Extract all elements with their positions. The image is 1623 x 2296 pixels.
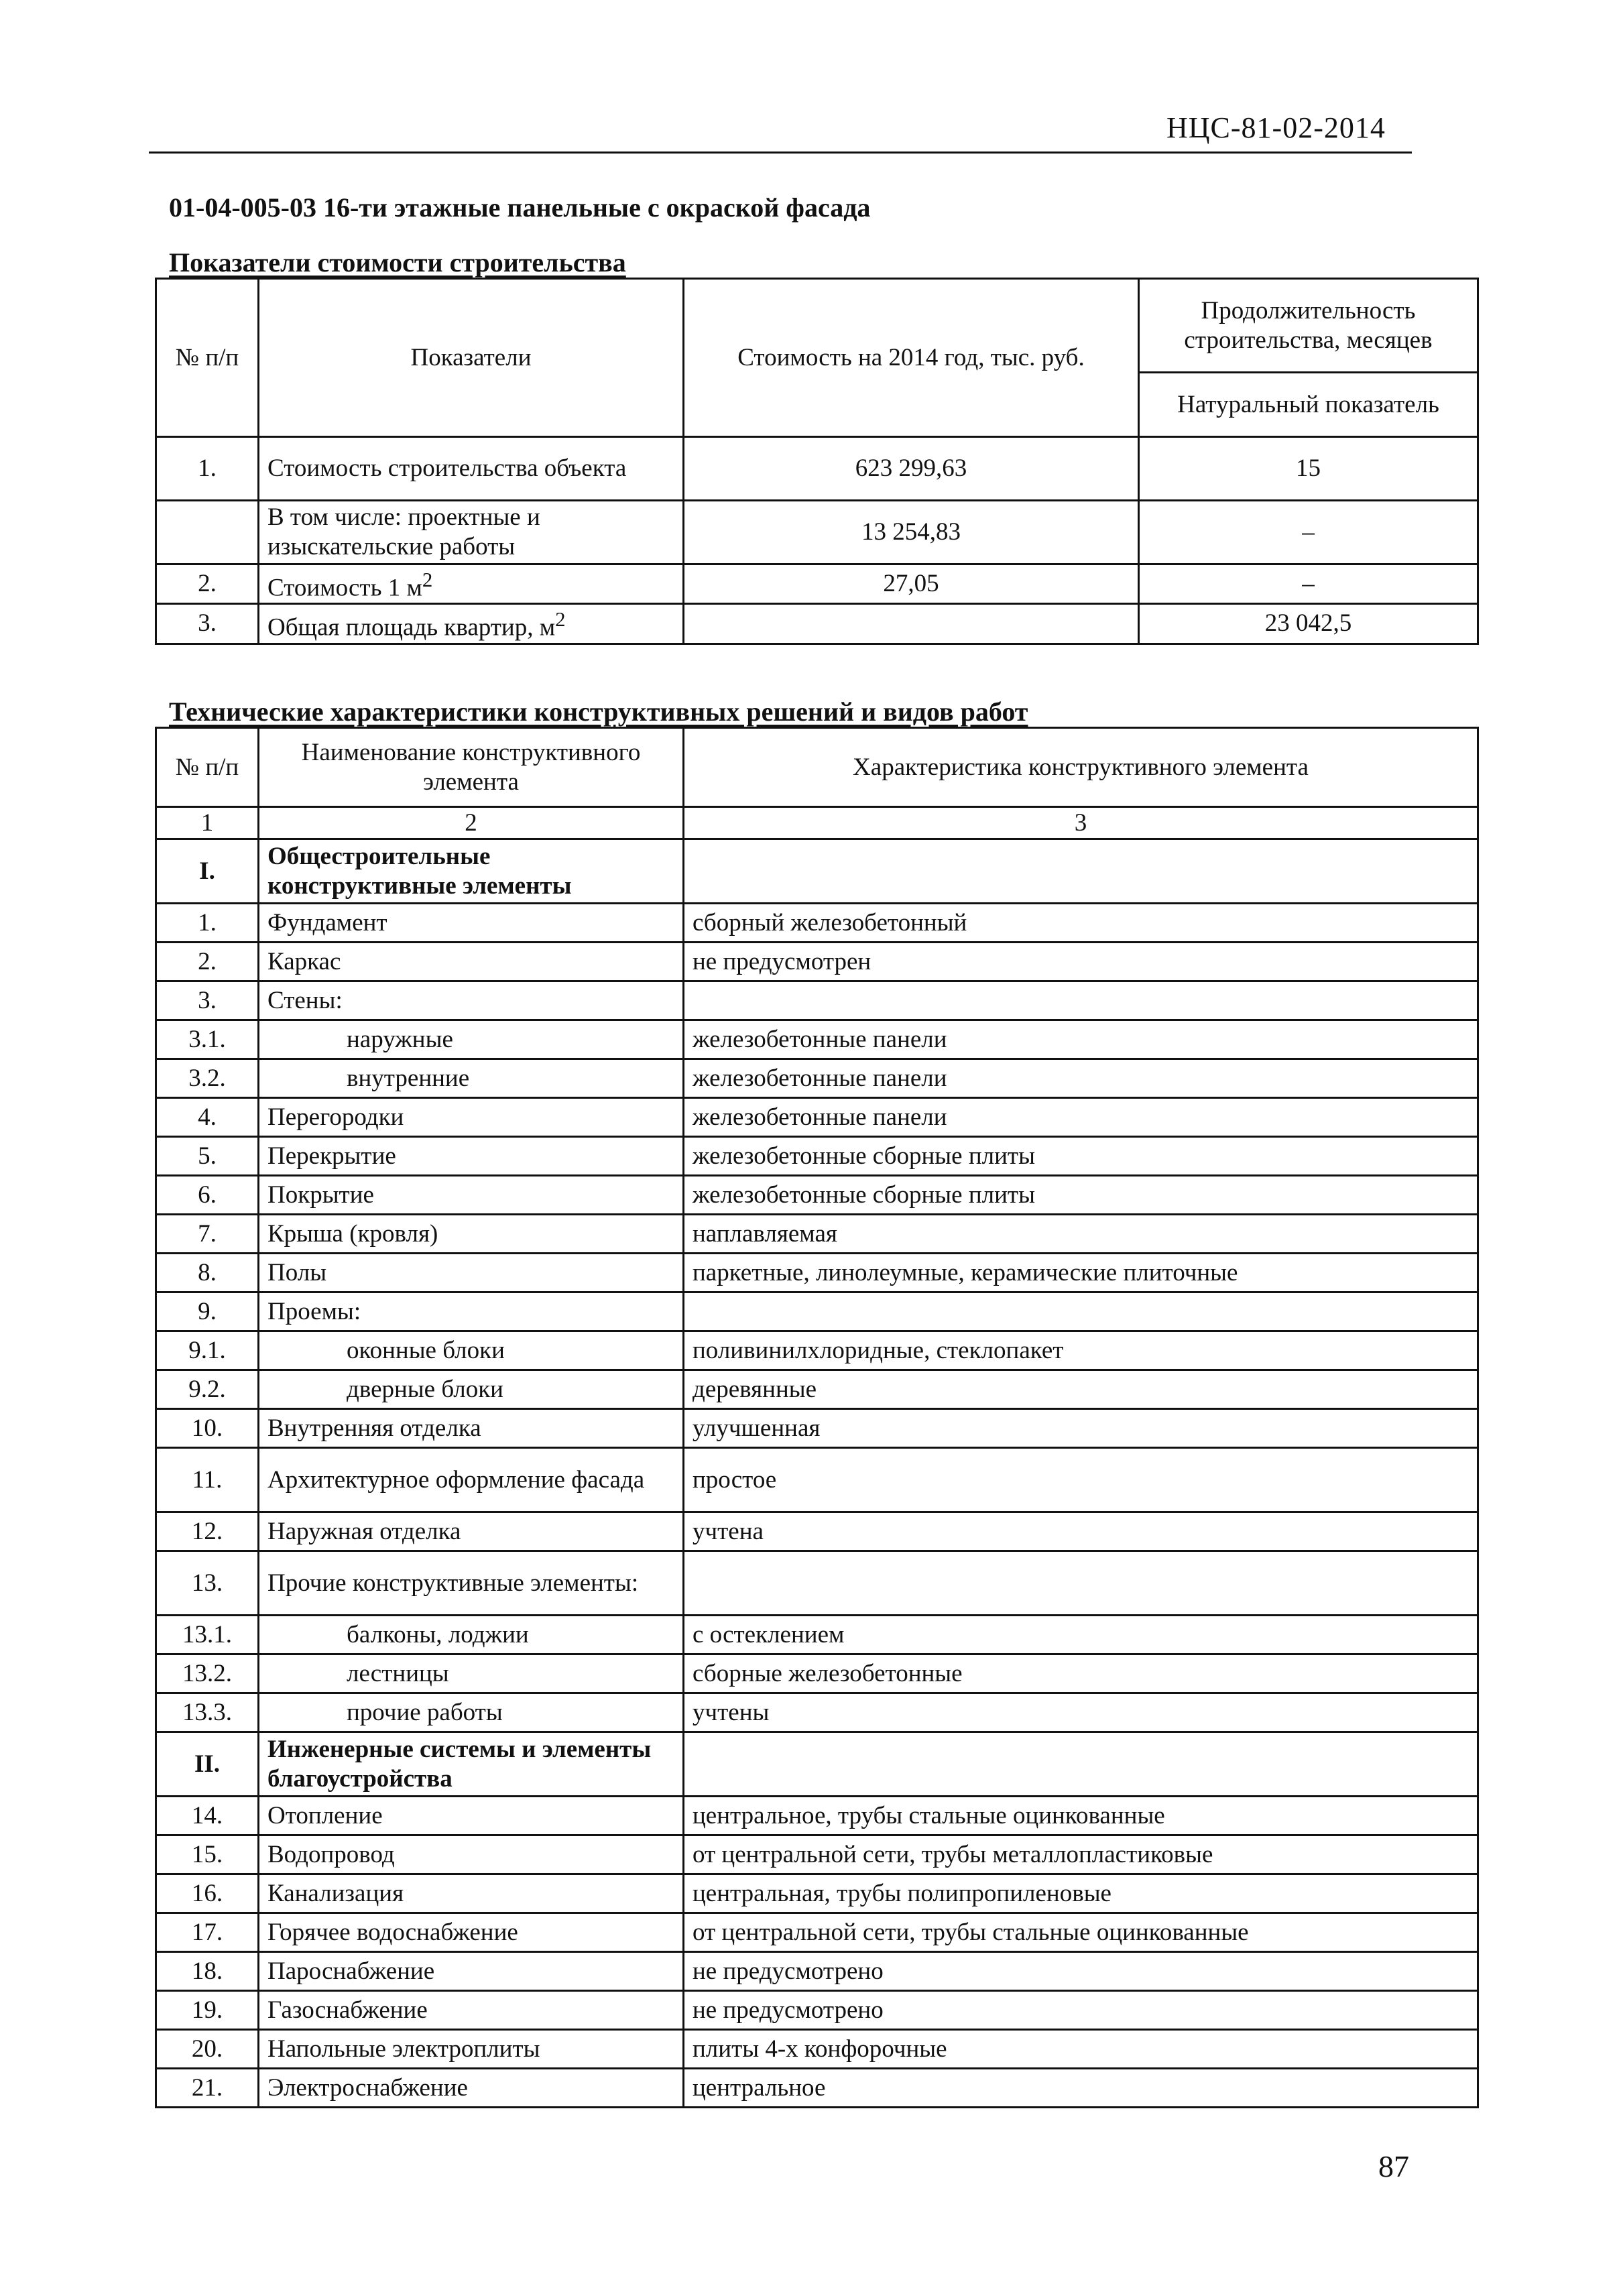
cell-desc: не предусмотрено bbox=[684, 1952, 1478, 1991]
table-row: 3. Общая площадь квартир, $м^2$ 23 042,5 bbox=[156, 604, 1478, 644]
cell-num: 16. bbox=[156, 1874, 259, 1913]
cell-name: Пароснабжение bbox=[259, 1952, 684, 1991]
cell-name: Отопление bbox=[259, 1797, 684, 1835]
cell-name: оконные блоки bbox=[259, 1331, 684, 1370]
col-header-characteristic: Характеристика конструктивного элемента bbox=[684, 728, 1478, 807]
tech-table-caption: Технические характеристики конструктивных решений и видов работ bbox=[169, 697, 1028, 727]
cell-name: лестницы bbox=[259, 1654, 684, 1693]
cell-desc: улучшенная bbox=[684, 1409, 1478, 1448]
cell-name: внутренние bbox=[259, 1059, 684, 1098]
cell-name: прочие работы bbox=[259, 1693, 684, 1732]
col-index: 2 bbox=[259, 807, 684, 839]
table-row bbox=[156, 1448, 1478, 1512]
cell-num: 11. bbox=[156, 1448, 259, 1512]
table-row bbox=[156, 1409, 1478, 1448]
table-row bbox=[156, 1292, 1478, 1331]
header-rule bbox=[149, 152, 1412, 154]
cell-desc: центральная, трубы полипропиленовые bbox=[684, 1874, 1478, 1913]
cell-num: 12. bbox=[156, 1512, 259, 1551]
cell-desc: простое bbox=[684, 1448, 1478, 1512]
cell-num: 9. bbox=[156, 1292, 259, 1331]
col-header-natural: Натуральный показатель bbox=[1139, 373, 1478, 437]
cell-desc: наплавляемая bbox=[684, 1215, 1478, 1254]
cell-desc: не предусмотрен bbox=[684, 943, 1478, 981]
cell-desc bbox=[684, 1732, 1478, 1797]
cell-name: Крыша (кровля) bbox=[259, 1215, 684, 1254]
table-row bbox=[156, 981, 1478, 1020]
cell-num: 4. bbox=[156, 1098, 259, 1137]
table-row bbox=[156, 1370, 1478, 1409]
cell-name: Перегородки bbox=[259, 1098, 684, 1137]
cell-name: Прочие конструктивные элементы: bbox=[259, 1551, 684, 1616]
tech-table-body bbox=[156, 839, 1478, 2108]
cell-name: Стены: bbox=[259, 981, 684, 1020]
table-row: 1. Стоимость строительства объекта 623 299,63 15 bbox=[156, 437, 1478, 501]
cell-num: 5. bbox=[156, 1137, 259, 1176]
cell-name: Внутренняя отделка bbox=[259, 1409, 684, 1448]
cell-desc: железобетонные панели bbox=[684, 1020, 1478, 1059]
cell-num: 18. bbox=[156, 1952, 259, 1991]
cell-name: Напольные электроплиты bbox=[259, 2030, 684, 2069]
table-row bbox=[156, 839, 1478, 904]
cell-name: Водопровод bbox=[259, 1835, 684, 1874]
cell-desc: железобетонные панели bbox=[684, 1059, 1478, 1098]
cell-num: 14. bbox=[156, 1797, 259, 1835]
table-row bbox=[156, 943, 1478, 981]
cell-num: 13.1. bbox=[156, 1616, 259, 1654]
cell-desc: не предусмотрено bbox=[684, 1991, 1478, 2030]
cell-name: Покрытие bbox=[259, 1176, 684, 1215]
table-row: В том числе: проектные и изыскательские работы 13 254,83 – bbox=[156, 501, 1478, 564]
table-row bbox=[156, 1835, 1478, 1874]
table-row bbox=[156, 1020, 1478, 1059]
cell-num: 1. bbox=[156, 904, 259, 943]
cell-name: Электроснабжение bbox=[259, 2069, 684, 2108]
cell-num: I. bbox=[156, 839, 259, 904]
cell-num: 7. bbox=[156, 1215, 259, 1254]
cell-desc: сборные железобетонные bbox=[684, 1654, 1478, 1693]
cell-desc: от центральной сети, трубы стальные оцинкованные bbox=[684, 1913, 1478, 1952]
table-row bbox=[156, 1215, 1478, 1254]
cell-desc: плиты 4-х конфорочные bbox=[684, 2030, 1478, 2069]
cell-num: 9.1. bbox=[156, 1331, 259, 1370]
cell-name: Фундамент bbox=[259, 904, 684, 943]
cell-num: 8. bbox=[156, 1254, 259, 1292]
cell-num: II. bbox=[156, 1732, 259, 1797]
cell-name: Каркас bbox=[259, 943, 684, 981]
col-header-indicator: Показатели bbox=[259, 279, 684, 437]
cost-table-caption: Показатели стоимости строительства bbox=[169, 247, 626, 278]
table-row bbox=[156, 904, 1478, 943]
cell-desc: центральное, трубы стальные оцинкованные bbox=[684, 1797, 1478, 1835]
cell-desc: железобетонные сборные плиты bbox=[684, 1176, 1478, 1215]
cell-name: Перекрытие bbox=[259, 1137, 684, 1176]
cell-desc: от центральной сети, трубы металлопластиковые bbox=[684, 1835, 1478, 1874]
cell-name: наружные bbox=[259, 1020, 684, 1059]
cell-num: 21. bbox=[156, 2069, 259, 2108]
cell-num: 6. bbox=[156, 1176, 259, 1215]
cell-desc: деревянные bbox=[684, 1370, 1478, 1409]
table-row bbox=[156, 1137, 1478, 1176]
table-row bbox=[156, 1176, 1478, 1215]
table-row bbox=[156, 1654, 1478, 1693]
table-row bbox=[156, 1331, 1478, 1370]
cell-desc bbox=[684, 1551, 1478, 1616]
table-row bbox=[156, 1551, 1478, 1616]
table-row bbox=[156, 1797, 1478, 1835]
cell-num: 3.2. bbox=[156, 1059, 259, 1098]
table-row bbox=[156, 1693, 1478, 1732]
table-row: 2. Стоимость 1 $м^2$ 27,05 – bbox=[156, 564, 1478, 604]
cell-name: дверные блоки bbox=[259, 1370, 684, 1409]
document-code: НЦС-81-02-2014 bbox=[1166, 111, 1386, 144]
table-row bbox=[156, 2030, 1478, 2069]
table-row bbox=[156, 1512, 1478, 1551]
cell-num: 3. bbox=[156, 981, 259, 1020]
cell-desc: сборный железобетонный bbox=[684, 904, 1478, 943]
cell-num: 17. bbox=[156, 1913, 259, 1952]
cell-desc: с остеклением bbox=[684, 1616, 1478, 1654]
cell-num: 19. bbox=[156, 1991, 259, 2030]
cell-num: 13. bbox=[156, 1551, 259, 1616]
cell-num: 13.3. bbox=[156, 1693, 259, 1732]
cell-name: Инженерные системы и элементы благоустройства bbox=[259, 1732, 684, 1797]
cell-num: 3.1. bbox=[156, 1020, 259, 1059]
cell-desc: учтены bbox=[684, 1693, 1478, 1732]
table-row bbox=[156, 1991, 1478, 2030]
cell-name: балконы, лоджии bbox=[259, 1616, 684, 1654]
cell-desc: паркетные, линолеумные, керамические плиточные bbox=[684, 1254, 1478, 1292]
col-index: 1 bbox=[156, 807, 259, 839]
table-row bbox=[156, 1874, 1478, 1913]
col-header-duration: Продолжительность строительства, месяцев bbox=[1139, 279, 1478, 373]
cell-desc bbox=[684, 839, 1478, 904]
table-row bbox=[156, 2069, 1478, 2108]
cell-desc: учтена bbox=[684, 1512, 1478, 1551]
cell-num: 15. bbox=[156, 1835, 259, 1874]
cell-name: Архитектурное оформление фасада bbox=[259, 1448, 684, 1512]
cost-indicators-table bbox=[155, 278, 1479, 645]
cell-desc: поливинилхлоридные, стеклопакет bbox=[684, 1331, 1478, 1370]
cell-name: Полы bbox=[259, 1254, 684, 1292]
table-row bbox=[156, 1732, 1478, 1797]
cell-desc bbox=[684, 1292, 1478, 1331]
cost-per-m2-label: Стоимость 1 $м^2$ bbox=[259, 564, 684, 604]
cell-name: Наружная отделка bbox=[259, 1512, 684, 1551]
cell-num: 9.2. bbox=[156, 1370, 259, 1409]
cell-name: Общестроительные конструктивные элементы bbox=[259, 839, 684, 904]
technical-characteristics-table bbox=[155, 727, 1479, 2108]
cell-name: Горячее водоснабжение bbox=[259, 1913, 684, 1952]
cell-num: 10. bbox=[156, 1409, 259, 1448]
cell-desc bbox=[684, 981, 1478, 1020]
col-header-number: № п/п bbox=[156, 279, 259, 437]
page-number: 87 bbox=[1378, 2149, 1409, 2183]
table-row bbox=[156, 1059, 1478, 1098]
table-row bbox=[156, 1254, 1478, 1292]
table-row bbox=[156, 1913, 1478, 1952]
cell-desc: железобетонные сборные плиты bbox=[684, 1137, 1478, 1176]
col-header-element-name: Наименование конструктивного элемента bbox=[259, 728, 684, 807]
cell-name: Проемы: bbox=[259, 1292, 684, 1331]
cell-name: Газоснабжение bbox=[259, 1991, 684, 2030]
col-header-cost: Стоимость на 2014 год, тыс. руб. bbox=[684, 279, 1139, 437]
table-row bbox=[156, 1616, 1478, 1654]
total-area-label: Общая площадь квартир, $м^2$ bbox=[259, 604, 684, 644]
table-row bbox=[156, 1952, 1478, 1991]
cell-num: 2. bbox=[156, 943, 259, 981]
col-index: 3 bbox=[684, 807, 1478, 839]
cell-name: Канализация bbox=[259, 1874, 684, 1913]
col-header-number: № п/п bbox=[156, 728, 259, 807]
cell-desc: центральное bbox=[684, 2069, 1478, 2108]
cell-desc: железобетонные панели bbox=[684, 1098, 1478, 1137]
section-title: 01-04-005-03 16-ти этажные панельные с окраской фасада bbox=[169, 192, 871, 223]
cell-num: 13.2. bbox=[156, 1654, 259, 1693]
cell-num: 20. bbox=[156, 2030, 259, 2069]
table-row bbox=[156, 1098, 1478, 1137]
